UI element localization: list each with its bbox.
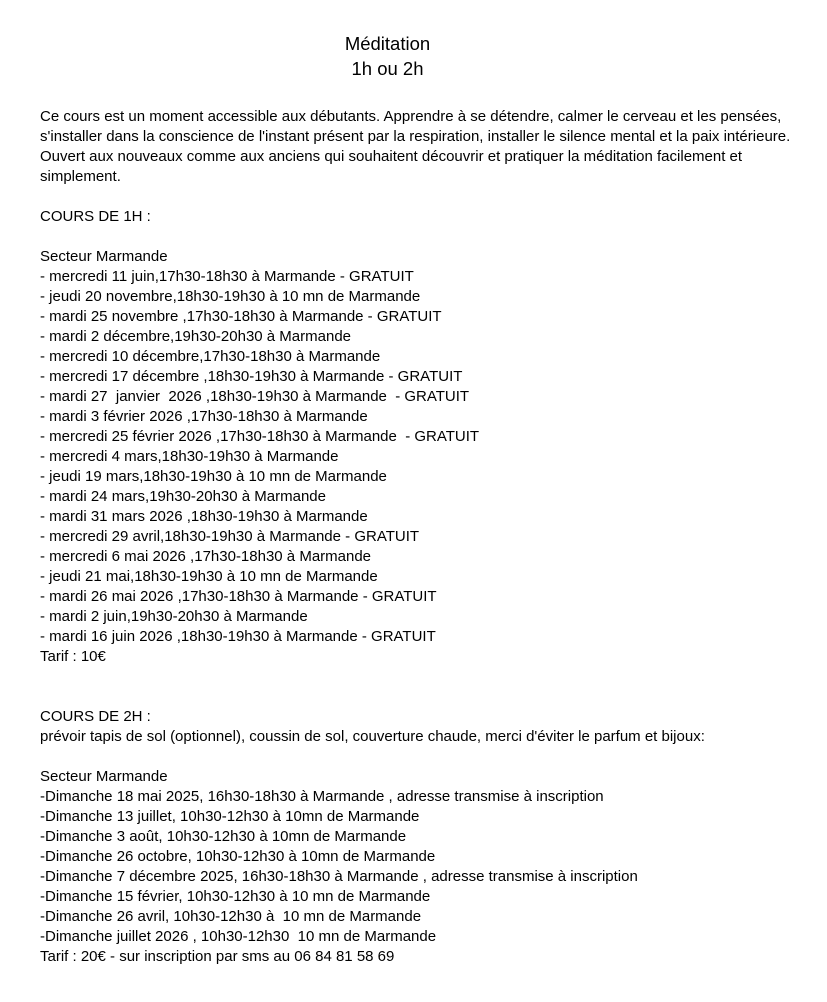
spacer (40, 747, 815, 767)
session-item: -Dimanche 13 juillet, 10h30-12h30 à 10mn de Marmande (40, 808, 420, 825)
page-title (0, 31, 775, 81)
session-item: -Dimanche 3 août, 10h30-12h30 à 10mn de Marmande (40, 828, 407, 845)
session-item: - mardi 3 février 2026 ,17h30-18h30 à Marmande (40, 408, 368, 425)
course-2h-sector: Secteur Marmande (40, 768, 168, 785)
session-item: - mardi 16 juin 2026 ,18h30-19h30 à Marmande - GRATUIT (40, 628, 436, 645)
course-1h-section (40, 207, 815, 667)
session-item: - mardi 31 mars 2026 ,18h30-19h30 à Marmande (40, 508, 368, 525)
course-2h-heading: COURS DE 2H : (40, 708, 151, 725)
session-item: -Dimanche 26 avril, 10h30-12h30 à 10 mn de Marmande (40, 908, 422, 925)
session-item: - mardi 26 mai 2026 ,17h30-18h30 à Marmande - GRATUIT (40, 588, 437, 605)
session-item: -Dimanche 7 décembre 2025, 16h30-18h30 à Marmande , adresse transmise à inscription (40, 868, 638, 885)
session-item: -Dimanche juillet 2026 , 10h30-12h30 10 mn de Marmande (40, 928, 437, 945)
course-2h-section (40, 707, 815, 967)
title-line-1: Méditation (344, 33, 431, 54)
intro (40, 107, 815, 187)
session-item: - mercredi 6 mai 2026 ,17h30-18h30 à Marmande (40, 548, 372, 565)
spacer (40, 667, 815, 707)
session-item: -Dimanche 18 mai 2025, 16h30-18h30 à Marmande , adresse transmise à inscription (40, 788, 604, 805)
session-item: - jeudi 21 mai,18h30-19h30 à 10 mn de Marmande (40, 568, 378, 585)
session-item: - mardi 24 mars,19h30-20h30 à Marmande (40, 488, 326, 505)
course-1h-tarif: Tarif : 10€ (40, 648, 106, 665)
session-item: - mercredi 10 décembre,17h30-18h30 à Marmande (40, 348, 381, 365)
session-item: - mardi 27 janvier 2026 ,18h30-19h30 à Marmande - GRATUIT (40, 388, 470, 405)
course-2h-note: prévoir tapis de sol (optionnel), coussin de sol, couverture chaude, merci d'éviter le parfum et bijoux: (40, 728, 705, 745)
title-line-2: 1h ou 2h (351, 58, 424, 79)
course-1h-sector: Secteur Marmande (40, 248, 168, 265)
session-item: - mercredi 4 mars,18h30-19h30 à Marmande (40, 448, 339, 465)
session-item: - jeudi 19 mars,18h30-19h30 à 10 mn de Marmande (40, 468, 387, 485)
session-item: - mercredi 11 juin,17h30-18h30 à Marmande - GRATUIT (40, 268, 414, 285)
spacer (40, 227, 815, 247)
session-item: - jeudi 20 novembre,18h30-19h30 à 10 mn de Marmande (40, 288, 421, 305)
session-item: - mercredi 17 décembre ,18h30-19h30 à Marmande - GRATUIT (40, 368, 463, 385)
intro-paragraph-1: Ce cours est un moment accessible aux débutants. Apprendre à se détendre, calmer le cerveau et les pensées, s'installer dans la conscience de l'instant présent par la respiration, installer le silence mental et la paix intérieure. (40, 108, 791, 145)
course-2h-session-list (40, 787, 815, 947)
document-body (40, 107, 815, 967)
session-item: - mardi 2 décembre,19h30-20h30 à Marmande (40, 328, 352, 345)
session-item: -Dimanche 15 février, 10h30-12h30 à 10 mn de Marmande (40, 888, 431, 905)
session-item: -Dimanche 26 octobre, 10h30-12h30 à 10mn de Marmande (40, 848, 436, 865)
spacer (40, 187, 815, 207)
session-item: - mardi 25 novembre ,17h30-18h30 à Marmande - GRATUIT (40, 308, 442, 325)
session-item: - mercredi 25 février 2026 ,17h30-18h30 à Marmande - GRATUIT (40, 428, 480, 445)
session-item: - mercredi 29 avril,18h30-19h30 à Marmande - GRATUIT (40, 528, 420, 545)
intro-paragraph-2: Ouvert aux nouveaux comme aux anciens qui souhaitent découvrir et pratiquer la méditation facilement et simplement. (40, 148, 743, 185)
session-item: - mardi 2 juin,19h30-20h30 à Marmande (40, 608, 308, 625)
course-2h-tarif: Tarif : 20€ - sur inscription par sms au 06 84 81 58 69 (40, 948, 395, 965)
course-1h-session-list (40, 267, 815, 647)
course-1h-heading: COURS DE 1H : (40, 208, 151, 225)
